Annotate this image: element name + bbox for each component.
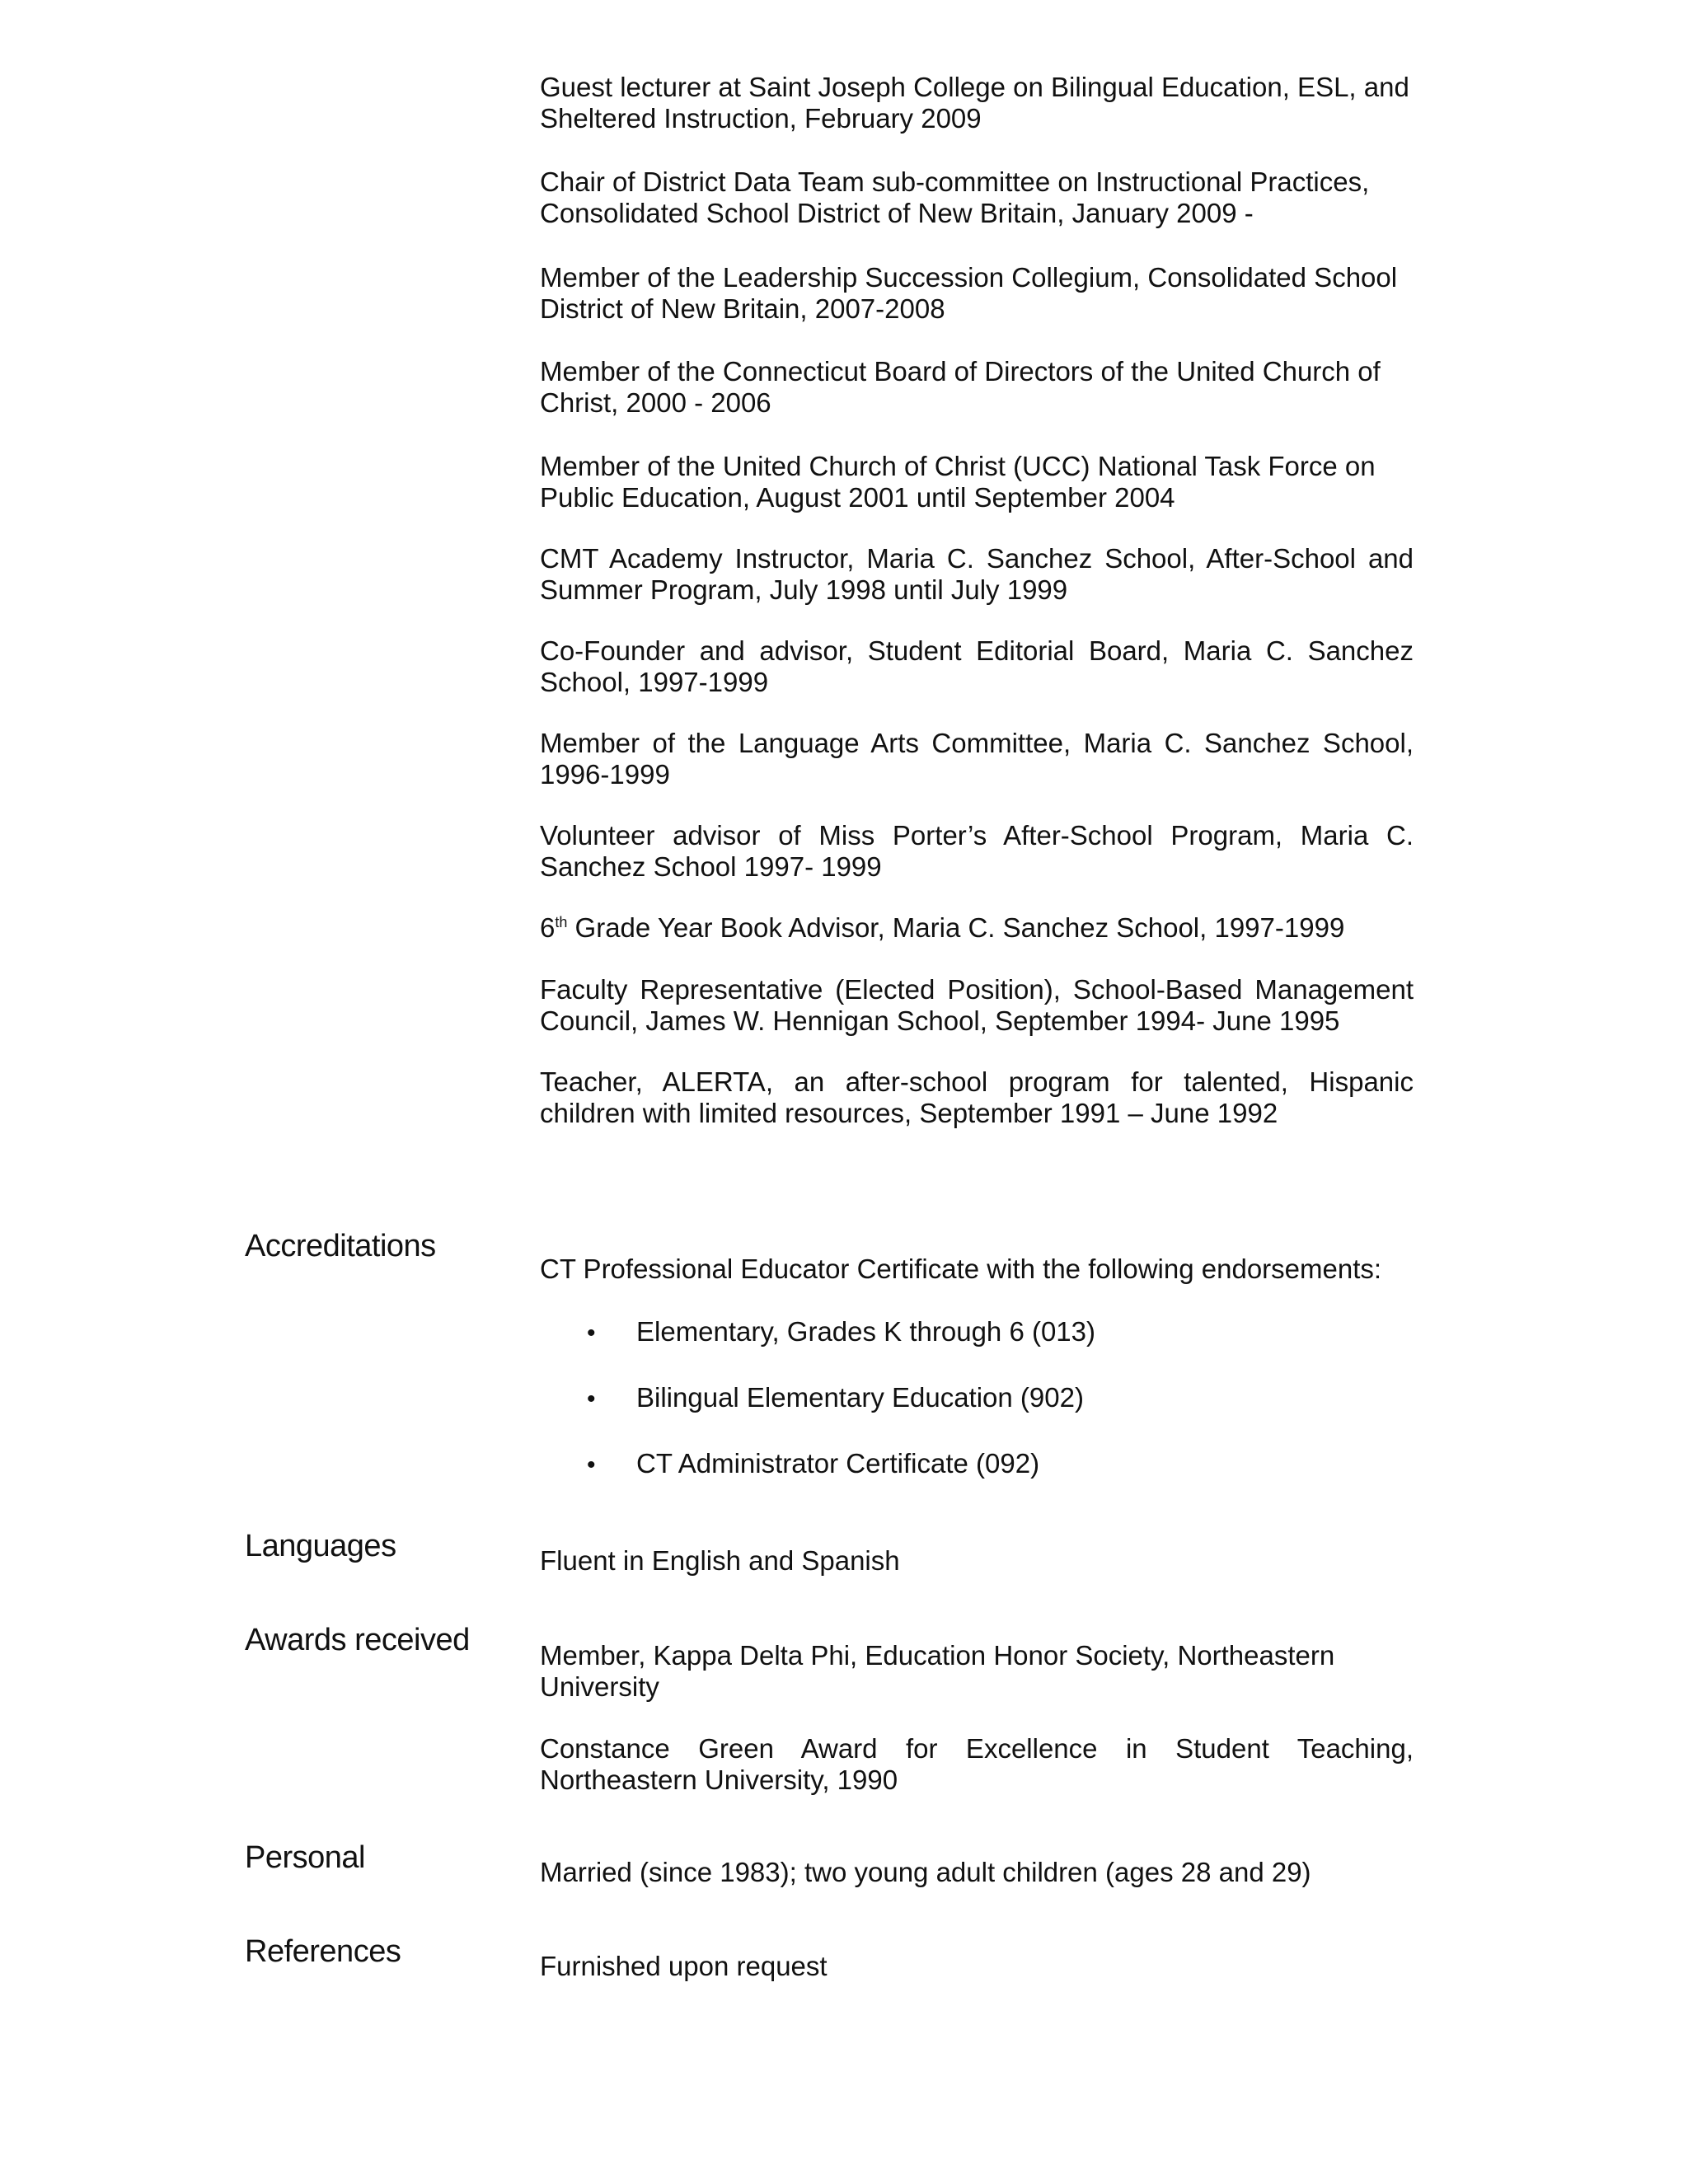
section-heading-references: References xyxy=(245,1934,401,1969)
section-heading-accreditations: Accreditations xyxy=(245,1229,436,1263)
references-text: Furnished upon request xyxy=(540,1951,828,1981)
bullet-icon: • xyxy=(587,1451,596,1479)
section-heading-personal: Personal xyxy=(245,1840,365,1875)
grade-number: 6 xyxy=(540,912,556,943)
activity-item: Teacher, ALERTA, an after-school program for talented, Hispanic children with limited resources, September 1991 – June 1992 xyxy=(540,1066,1414,1128)
languages-text: Fluent in English and Spanish xyxy=(540,1545,900,1576)
award-item: Constance Green Award for Excellence in Student Teaching, Northeastern University, 1990 xyxy=(540,1733,1414,1795)
endorsement-label: CT Administrator Certificate (092) xyxy=(636,1448,1040,1479)
activity-item: Co-Founder and advisor, Student Editorial Board, Maria C. Sanchez School, 1997-1999 xyxy=(540,635,1414,697)
personal-text: Married (since 1983); two young adult children (ages 28 and 29) xyxy=(540,1857,1311,1887)
activity-item: Faculty Representative (Elected Position), School-Based Management Council, James W. Hennigan School, September 1994- June 1995 xyxy=(540,974,1414,1036)
bullet-icon: • xyxy=(587,1385,596,1413)
yearbook-text: Grade Year Book Advisor, Maria C. Sanchez School, 1997-1999 xyxy=(567,912,1345,943)
accreditations-intro: CT Professional Educator Certificate with the following endorsements: xyxy=(540,1254,1382,1284)
bullet-icon: • xyxy=(587,1319,596,1347)
activity-item: Member of the United Church of Christ (UCC) National Task Force on Public Education, August 2001 until September 2004 xyxy=(540,451,1376,513)
section-heading-awards: Awards received xyxy=(245,1623,470,1657)
activity-item: Member of the Connecticut Board of Directors of the United Church of Christ, 2000 - 2006 xyxy=(540,356,1381,418)
endorsement-item xyxy=(587,1448,1411,1481)
activity-item: Member of the Language Arts Committee, Maria C. Sanchez School, 1996-1999 xyxy=(540,728,1414,790)
endorsement-label: Elementary, Grades K through 6 (013) xyxy=(636,1316,1096,1347)
activity-item: Member of the Leadership Succession Collegium, Consolidated School District of New Britain, 2007-2008 xyxy=(540,262,1398,324)
activity-item-yearbook xyxy=(540,912,1414,944)
grade-suffix: th xyxy=(555,914,568,930)
activity-item: Guest lecturer at Saint Joseph College on Bilingual Education, ESL, and Sheltered Instruction, February 2009 xyxy=(540,72,1409,134)
award-item: Member, Kappa Delta Phi, Education Honor Society, Northeastern University xyxy=(540,1640,1335,1702)
endorsement-label: Bilingual Elementary Education (902) xyxy=(636,1382,1084,1413)
endorsement-item xyxy=(587,1382,1411,1415)
activity-item: Chair of District Data Team sub-committee on Instructional Practices, Consolidated School District of New Britain, January 2009 - xyxy=(540,166,1370,228)
endorsement-item xyxy=(587,1316,1411,1349)
activity-item: Volunteer advisor of Miss Porter’s After-School Program, Maria C. Sanchez School 1997- 1999 xyxy=(540,820,1414,882)
activity-item: CMT Academy Instructor, Maria C. Sanchez School, After-School and Summer Program, July 1998 until July 1999 xyxy=(540,543,1414,605)
section-heading-languages: Languages xyxy=(245,1529,396,1563)
